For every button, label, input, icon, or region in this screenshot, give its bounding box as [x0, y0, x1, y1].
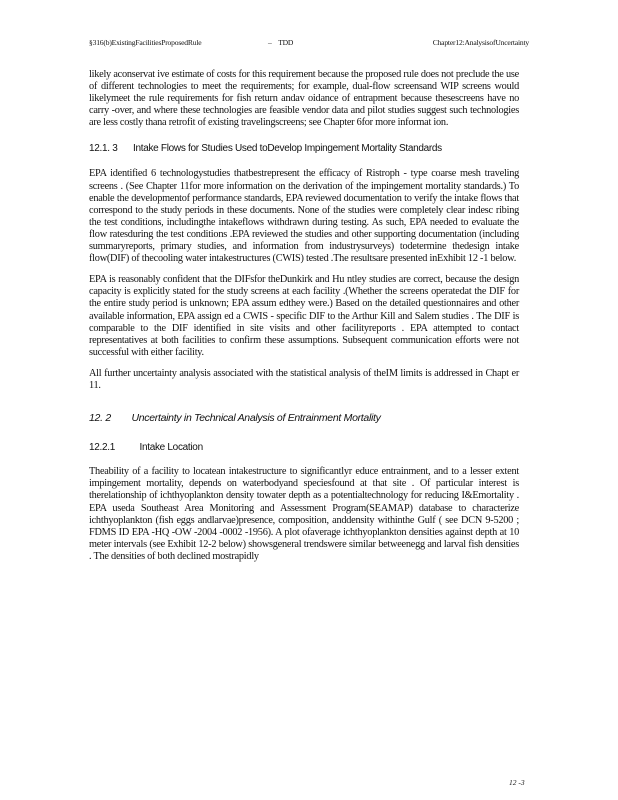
section-title: Uncertainty in Technical Analysis of Entrainment Mortality [131, 412, 381, 425]
section-title: Intake Flows for Studies Used toDevelop Impingement Mortality Standards [133, 143, 442, 155]
section-number: 12. 2 [89, 412, 111, 425]
section-title: Intake Location [139, 442, 203, 454]
header-tdd: TDD [278, 38, 294, 47]
header-doc-type [268, 38, 294, 47]
header-separator: – [268, 38, 272, 47]
section-paragraph: Theability of a facility to locatean intakestructure to significantlyr educe entrainment, and to a lesser extent impingement mortality, depends on waterbodyand speciesfound at that site . Of particular interest is therelationship of ichthyoplankton density towater depth as a potentialtechnology for reducing I&Emortality . EPA useda Southeast Area Monitoring and Assessment Program(SEAMAP) database to characterize ichthyoplankton (fish eggs andlarvae)presence, composition, anddensity withinthe Gulf ( see DCN 9-5200 ; FDMS ID EPA -HQ -OW -2004 -0002 -1956). A plot ofaverage ichthyoplankton densities against depth at 10 meter intervals (see Exhibit 12-2 below) showsgeneral trendswere similar betweenegg and larval fish densities . The densities of both declined mostrapidly [89, 466, 519, 562]
header-rule-title: §316(b)ExistingFacilitiesProposedRule [89, 38, 202, 47]
header-chapter-title: Chapter12:AnalysisofUncertainty [432, 38, 529, 47]
section-paragraph: EPA is reasonably confident that the DIFsfor theDunkirk and Hu ntley studies are correct, because the design capacity is explicitly stated for the study screens at each facility .(Whether the screens operatedat the DIF for the entire study period is unknown; EPA assum edthey were.) Based on the detailed questionnaires and other available information, EPA assign ed a CWIS - specific DIF to the Arthur Kill and Salem studies . The DIF is comparable to the DIF identified in site visits and other facilityreports . EPA attempted to contact representatives at both facilities to confirm these assumptions. Subsequent communication efforts were not successful with either facility. [89, 274, 519, 358]
intro-paragraph: likely aconservat ive estimate of costs for this requirement because the proposed rule does not preclude the use of different technologies to meet the requirements; for example, dual-flow screensand WIP screens would likelymeet the rule requirements for fish return andav oidance of entrapment because thesescreens have no carry -over, and where these technologies are feasible vendor data and pilot studies suggest such technologies are less costly thana retrofit of existing travelingscreens; see Chapter 6for more informat ion. [89, 69, 519, 129]
section-heading-12-2 [89, 412, 519, 424]
section-number: 12.1. 3 [89, 143, 118, 155]
section-paragraph: EPA identified 6 technologystudies thatbestrepresent the efficacy of Ristroph - type coarse mesh traveling screens . (See Chapter 11for more information on the derivation of the impingement mortality standards.) To enable the developmentof performance standards, EPA reviewed documentation to verify the intake flows that correspond to the study periods in these documents. None of the studies were completely clear indesc ribing the test conditions, includingthe intakeflows withdrawn during testing. As such, EPA needed to evaluate the flow ratesduring the test conditions .EPA reviewed the studies and other supporting documentation (including summaryreports, primary studies, and information from industrysurveys) todetermine thedesign intake flow(DIF) of thecooling water intakestructures (CWIS) tested .The resultsare presented inExhibit 12 -1 below. [89, 168, 519, 265]
running-header [89, 38, 529, 50]
page-body [89, 69, 519, 572]
section-heading-12-1-3 [89, 142, 519, 155]
section-heading-12-2-1 [89, 442, 519, 454]
page-number: 12 -3 [509, 778, 525, 787]
section-paragraph: All further uncertainty analysis associated with the statistical analysis of theIM limits is addressed in Chapt er 11. [89, 367, 519, 391]
section-number: 12.2.1 [89, 442, 116, 454]
